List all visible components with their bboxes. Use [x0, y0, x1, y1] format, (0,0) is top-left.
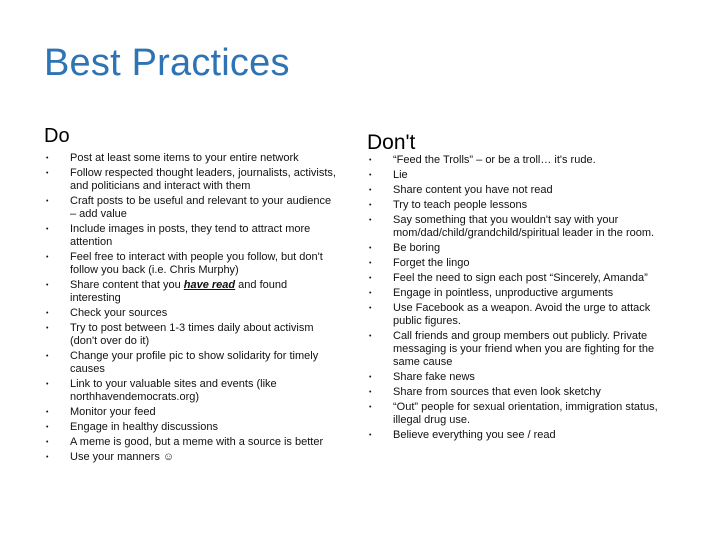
- bullet-icon: •: [46, 198, 49, 205]
- do-item-text: Engage in healthy discussions: [70, 421, 218, 433]
- bullet-icon: •: [369, 275, 372, 282]
- do-item-text: Check your sources: [70, 307, 168, 319]
- dont-item-text: Lie: [393, 169, 408, 181]
- do-item-text: Share content that you: [70, 279, 184, 291]
- bullet-icon: •: [369, 245, 372, 252]
- bullet-icon: •: [369, 305, 372, 312]
- bullet-icon: •: [369, 404, 372, 411]
- dont-item-text: Try to teach people lessons: [393, 199, 528, 211]
- do-list: [46, 152, 336, 466]
- do-list-item: [46, 406, 336, 419]
- dont-list-item: [369, 330, 669, 369]
- do-item-text: Include images in posts, they tend to attract more attention: [70, 223, 311, 248]
- bullet-icon: •: [369, 217, 372, 224]
- bullet-icon: •: [46, 325, 49, 332]
- dont-list-item: [369, 371, 669, 384]
- do-list-item: [46, 421, 336, 434]
- dont-item-text: Share content you have not read: [393, 184, 553, 196]
- dont-heading: Don't: [367, 131, 416, 154]
- bullet-icon: •: [46, 409, 49, 416]
- do-item-text: Use your manners ☺: [70, 451, 175, 463]
- do-item-text: A meme is good, but a meme with a source is better: [70, 436, 324, 448]
- dont-list: [369, 154, 669, 444]
- bullet-icon: •: [46, 439, 49, 446]
- dont-list-item: [369, 302, 669, 328]
- do-list-item: [46, 307, 336, 320]
- dont-list-item: [369, 272, 669, 285]
- bullet-icon: •: [46, 254, 49, 261]
- bullet-icon: •: [46, 454, 49, 461]
- do-list-item: [46, 195, 336, 221]
- bullet-icon: •: [369, 187, 372, 194]
- do-list-item: [46, 251, 336, 277]
- dont-item-text: Share fake news: [393, 371, 475, 383]
- emphasized-text: have read: [183, 279, 236, 291]
- bullet-icon: •: [46, 155, 49, 162]
- dont-item-text: Engage in pointless, unproductive arguments: [393, 287, 614, 299]
- do-list-item: [46, 322, 336, 348]
- bullet-icon: •: [46, 424, 49, 431]
- slide-title: Best Practices: [44, 42, 290, 84]
- dont-list-item: [369, 401, 669, 427]
- bullet-icon: •: [369, 333, 372, 340]
- bullet-icon: •: [46, 310, 49, 317]
- do-item-text: Monitor your feed: [70, 406, 156, 418]
- bullet-icon: •: [46, 282, 49, 289]
- dont-list-item: [369, 154, 669, 167]
- dont-list-item: [369, 429, 669, 442]
- bullet-icon: •: [369, 290, 372, 297]
- dont-item-text: Use Facebook as a weapon. Avoid the urge to attack public figures.: [393, 302, 651, 327]
- dont-item-text: “Out” people for sexual orientation, immigration status, illegal drug use.: [393, 401, 658, 426]
- dont-list-item: [369, 242, 669, 255]
- dont-list-item: [369, 287, 669, 300]
- dont-item-text: Say something that you wouldn't say with your mom/dad/child/grandchild/spiritual leader in the room.: [393, 214, 655, 239]
- dont-item-text: Share from sources that even look sketchy: [393, 386, 601, 398]
- dont-item-text: Be boring: [393, 242, 441, 254]
- bullet-icon: •: [369, 157, 372, 164]
- bullet-icon: •: [369, 374, 372, 381]
- do-list-item: [46, 223, 336, 249]
- bullet-icon: •: [369, 260, 372, 267]
- do-list-item: [46, 279, 336, 305]
- do-item-text: and found interesting: [70, 279, 288, 304]
- dont-item-text: Believe everything you see / read: [393, 429, 556, 441]
- bullet-icon: •: [369, 389, 372, 396]
- dont-list-item: [369, 199, 669, 212]
- do-item-text: Craft posts to be useful and relevant to your audience – add value: [70, 195, 332, 220]
- dont-list-item: [369, 214, 669, 240]
- do-item-text: Try to post between 1-3 times daily about activism (don't over do it): [70, 322, 314, 347]
- bullet-icon: •: [46, 170, 49, 177]
- dont-list-item: [369, 169, 669, 182]
- do-item-text: Link to your valuable sites and events (like northhavendemocrats.org): [70, 378, 277, 403]
- dont-list-item: [369, 184, 669, 197]
- bullet-icon: •: [369, 202, 372, 209]
- do-heading: Do: [44, 125, 70, 147]
- dont-item-text: “Feed the Trolls” – or be a troll… it's rude.: [393, 154, 596, 166]
- dont-item-text: Forget the lingo: [393, 257, 470, 269]
- dont-list-item: [369, 386, 669, 399]
- do-list-item: [46, 167, 336, 193]
- dont-list-item: [369, 257, 669, 270]
- bullet-icon: •: [46, 381, 49, 388]
- bullet-icon: •: [369, 172, 372, 179]
- do-list-item: [46, 152, 336, 165]
- do-list-item: [46, 451, 336, 464]
- bullet-icon: •: [46, 353, 49, 360]
- do-item-text: Post at least some items to your entire network: [70, 152, 299, 164]
- dont-item-text: Feel the need to sign each post “Sincerely, Amanda”: [393, 272, 648, 284]
- bullet-icon: •: [46, 226, 49, 233]
- do-item-text: Follow respected thought leaders, journalists, activists, and politicians and interact with them: [70, 167, 336, 192]
- dont-item-text: Call friends and group members out publicly. Private messaging is your friend when you are fighting for the same cause: [393, 330, 655, 368]
- do-item-text: Change your profile pic to show solidarity for timely causes: [70, 350, 319, 375]
- do-list-item: [46, 350, 336, 376]
- do-item-text: Feel free to interact with people you follow, but don't follow you back (i.e. Chris Murphy): [70, 251, 323, 276]
- do-list-item: [46, 378, 336, 404]
- do-list-item: [46, 436, 336, 449]
- bullet-icon: •: [369, 432, 372, 439]
